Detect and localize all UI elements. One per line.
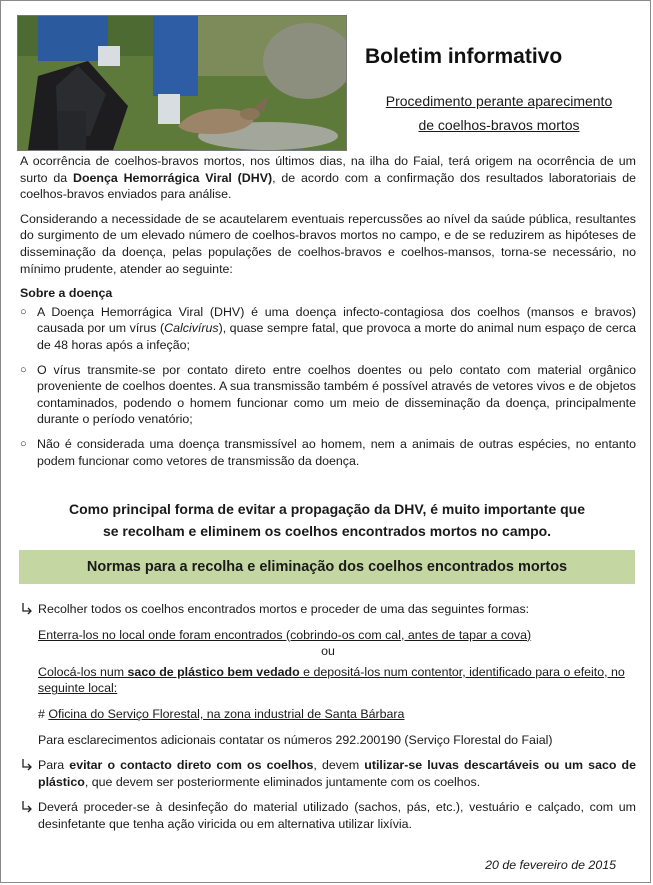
hash-mark: # [38,706,45,721]
about-disease-list [20,304,636,469]
norm-2-text-a: Para [38,758,70,773]
bulletin-title: Boletim informativo [365,45,563,68]
option-bury: Enterra-los no local onde foram encontrados (cobrindo-os com cal, antes de tapar a cova) [38,627,532,642]
norm-2-bold-b: evitar o contacto direto com os coelhos [69,758,314,773]
header-photo [17,15,347,151]
intro-p1-text-c: , de acordo com a confirmação dos resultados laboratoriais de coelhos-bravos enviados para análise. [20,170,636,202]
bullet-1-text-c: ), quase sempre fatal, que provoca a morte do animal num espaço de cerca de 48 horas após a infeção; [37,321,637,352]
norm-item-disinfect [20,799,636,832]
option-bag-text-c: e depositá-los num contentor, identificado para o efeito, no seguinte local: [38,664,625,696]
subtitle-line-1: Procedimento perante aparecimento [385,93,613,109]
list-item [20,362,636,428]
intro-p1-text-a: A ocorrência de coelhos-bravos mortos, nos últimos dias, na ilha do Faial, terá origem na ocorrência de um surto da [20,154,636,185]
publication-date: 20 de fevereiro de 2015 [485,858,616,872]
list-item [20,436,636,469]
list-item [20,304,636,354]
callout-line-1: Como principal forma de evitar a propagação da DHV, é muito importante que [68,501,586,517]
hook-arrow-icon [20,800,34,814]
norm-item-collect [20,601,636,618]
contact-info: Para esclarecimentos adicionais contatar os números 292.200190 (Serviço Florestal do Faial) [38,732,553,747]
bullet-1-virus-name: Calcivírus [164,321,219,336]
callout-text [41,498,613,542]
bulletin-subtitle [361,89,637,137]
circle-bullet-icon: ○ [20,305,27,318]
callout-line-2: se recolham e eliminem os coelhos encontrados mortos no campo. [102,523,552,539]
about-disease-heading: Sobre a doença [20,286,113,301]
circle-bullet-icon: ○ [20,437,27,450]
norms-section [20,601,636,833]
option-bag-bold: saco de plástico bem vedado [127,664,300,679]
norm-2-text-c: , devem [313,758,365,773]
option-bag-text-a: Colocá-los num [38,664,128,679]
bullet-3-text: Não é considerada uma doença transmissível ao homem, nem a animais de outras espécies, no entanto podem funcionar como vetores de transmissão da doença. [37,436,636,468]
location-text: Oficina do Serviço Florestal, na zona industrial de Santa Bárbara [48,706,405,721]
rabbit-collection-photo [18,16,346,150]
bullet-2-text: O vírus transmite-se por contato direto entre coelhos doentes ou pelo contato com material orgânico proveniente de coelhos doentes. A sua transmissão também é possível através de vetores vivos e de objetos contaminados, podendo o homem funcionar como um meio de disseminação da doença, principalmente durante o período venatório; [37,362,636,427]
norm-1-text: Recolher todos os coelhos encontrados mortos e proceder de uma das seguintes formas: [38,602,530,616]
norm-2-text-e: , que devem ser posteriormente eliminados juntamente com os coelhos. [84,774,481,789]
intro-section [20,153,636,477]
bullet-1-text-a: A Doença Hemorrágica Viral (DHV) é uma doença infecto-contagiosa dos coelhos (mansos e bravos) causada por um vírus ( [37,304,636,336]
dhv-name-bold: Doença Hemorrágica Viral (DHV) [73,170,273,185]
norm-2-bold-d: utilizar-se luvas descartáveis ou um saco de plástico [38,758,636,789]
subtitle-line-2: de coelhos-bravos mortos [418,117,580,133]
option-bag [20,664,636,697]
hook-arrow-icon [20,602,34,616]
intro-paragraph-1 [20,153,636,203]
norms-banner [19,550,635,584]
norm-3-text: Deverá proceder-se à desinfeção do material utilizado (sachos, pás, etc.), vestuário e calçado, com um desinfetante que tenha ação viricida ou em alternativa utilizar lixívia. [38,800,636,831]
norms-banner-title: Normas para a recolha e eliminação dos coelhos encontrados mortos [86,559,568,575]
norm-item-gloves [20,757,636,790]
hook-arrow-icon [20,758,34,772]
circle-bullet-icon: ○ [20,363,27,376]
drop-off-location [20,706,636,723]
or-separator: ou [321,644,335,659]
intro-paragraph-2: Considerando a necessidade de se acautelarem eventuais repercussões ao nível da saúde pública, resultantes do surgimento de um elevado número de coelhos-bravos mortos no campo, e de se reduzirem as hipóteses de disseminação da doença, pelas populações de coelhos-bravos e coelhos-mansos, torna-se necessário, no mínimo prudente, atender ao seguinte: [20,211,636,276]
